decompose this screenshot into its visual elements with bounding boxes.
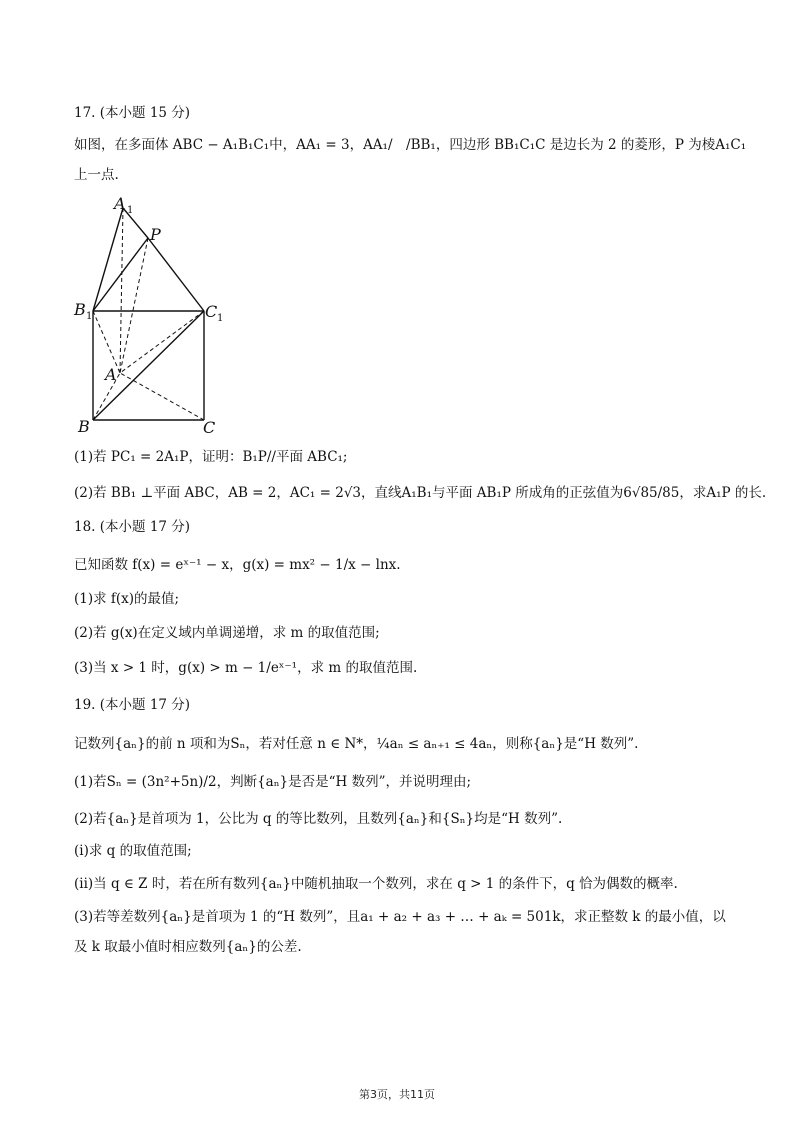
problem-17-part2: (2)若 BB₁ ⊥平面 ABC，AB = 2，AC₁ = 2√3，直线A₁B₁与平面 AB₁P 所成角的正弦值为6√85/85，求A₁P 的长. <box>74 485 767 501</box>
label-b1-sub: 1 <box>86 311 93 322</box>
problem-19-part2: (2)若{aₙ}是首项为 1，公比为 q 的等比数列，且数列{aₙ}和{Sₙ}均是“H 数列”. <box>74 811 563 827</box>
label-p: P <box>150 225 161 244</box>
problem-17-part1: (1)若 PC₁ = 2A₁P，证明：B₁P//平面 ABC₁; <box>74 449 348 465</box>
page-footer: 第3页，共11页 <box>359 1088 435 1101</box>
label-c1: C <box>205 302 218 321</box>
problem-18-part2: (2)若 g(x)在定义域内单调递增，求 m 的取值范围; <box>74 625 380 641</box>
problem-19-part2-i: (i)求 q 的取值范围; <box>74 843 192 859</box>
problem-18-part1: (1)求 f(x)的最值; <box>74 591 180 607</box>
label-c1-sub: 1 <box>217 313 224 324</box>
problem-19-part3-line2: 及 k 取最小值时相应数列{aₙ}的公差. <box>74 939 302 955</box>
problem-19-part3-line1: (3)若等差数列{aₙ}是首项为 1 的“H 数列”，且a₁ + a₂ + a₃ + … + aₖ = 501k，求正整数 k 的最小值，以 <box>74 909 726 925</box>
problem-19-header: 19. (本小题 17 分) <box>74 697 191 713</box>
problem-18-header: 18. (本小题 17 分) <box>74 519 191 535</box>
label-b1: B <box>74 300 86 319</box>
problem-17-header: 17. (本小题 15 分) <box>74 105 191 121</box>
problem-19-part2-ii: (ii)当 q ∈ Z 时，若在所有数列{aₙ}中随机抽取一个数列，求在 q > 1 的条件下，q 恰为偶数的概率. <box>74 876 678 892</box>
label-a1: A <box>114 194 126 213</box>
problem-17-stem-line2: 上一点. <box>74 167 119 183</box>
label-b: B <box>78 417 90 436</box>
problem-19-stem: 记数列{aₙ}的前 n 项和为Sₙ，若对任意 n ∈ N*，¼aₙ ≤ aₙ₊₁ ≤ 4aₙ，则称{aₙ}是“H 数列”. <box>74 736 639 752</box>
problem-18-part3: (3)当 x > 1 时，g(x) > m − 1/eˣ⁻¹，求 m 的取值范围. <box>74 660 418 676</box>
label-c: C <box>203 418 216 437</box>
problem-19-part1: (1)若Sₙ = (3n²+5n)/2，判断{aₙ}是否是“H 数列”，并说明理由; <box>74 774 472 790</box>
label-a: A <box>105 365 117 384</box>
problem-18-stem: 已知函数 f(x) = eˣ⁻¹ − x，g(x) = mx² − 1/x − lnx. <box>74 557 401 573</box>
polyhedron-figure <box>70 190 240 440</box>
problem-17-stem-line1: 如图，在多面体 ABC − A₁B₁C₁中，AA₁ = 3，AA₁/ /BB₁，四边形 BB₁C₁C 是边长为 2 的菱形，P 为棱A₁C₁ <box>74 137 747 153</box>
label-a1-sub: 1 <box>127 205 134 216</box>
